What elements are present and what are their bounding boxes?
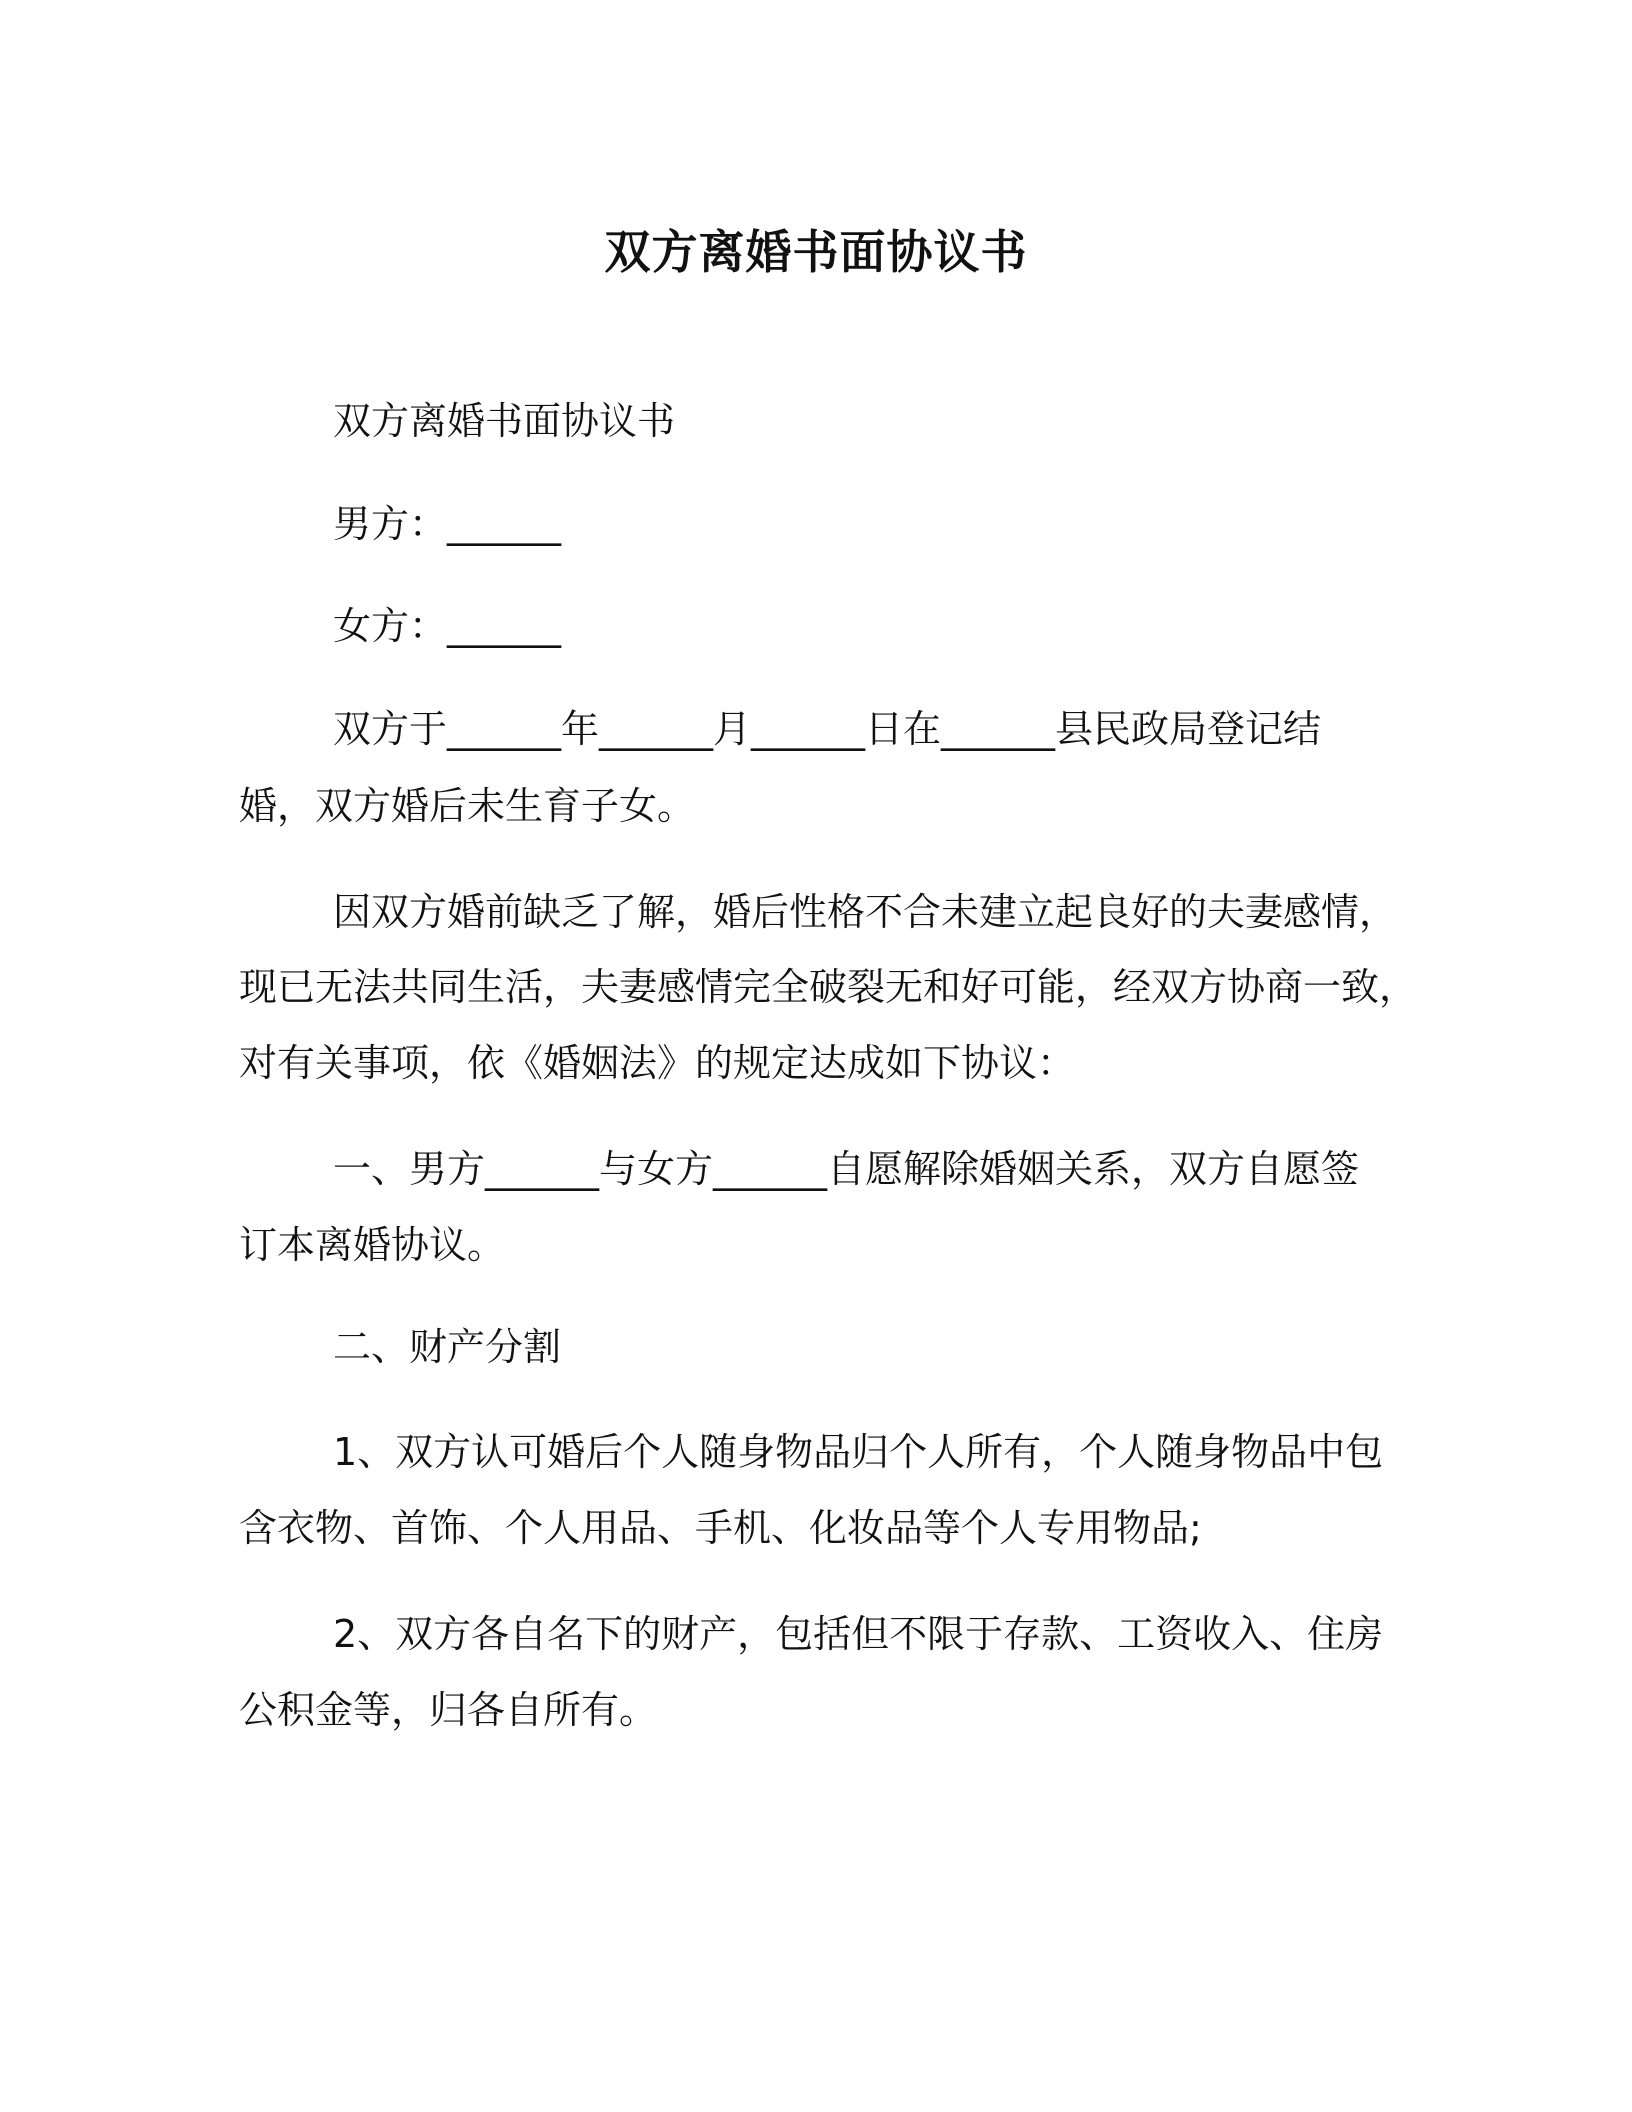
female-party-line: 女方：______ <box>333 604 562 648</box>
reason-line-1: 因双方婚前缺乏了解，婚后性格不合未建立起良好的夫妻感情， <box>333 890 1398 934</box>
clause-1-line-2: 订本离婚协议。 <box>239 1223 506 1267</box>
reason-line-3: 对有关事项，依《婚姻法》的规定达成如下协议： <box>239 1041 1076 1085</box>
male-party-line: 男方：______ <box>333 502 562 546</box>
reason-line-2: 现已无法共同生活，夫妻感情完全破裂无和好可能，经双方协商一致， <box>239 965 1418 1009</box>
property-item-1-line-2: 含衣物、首饰、个人用品、手机、化妆品等个人专用物品; <box>239 1506 1202 1550</box>
marriage-registration-line-2: 婚，双方婚后未生育子女。 <box>239 784 696 828</box>
subtitle-line: 双方离婚书面协议书 <box>333 399 676 443</box>
property-item-2-line-1: 2、双方各自名下的财产，包括但不限于存款、工资收入、住房 <box>333 1612 1384 1656</box>
property-item-1-line-1: 1、双方认可婚后个人随身物品归个人所有，个人随身物品中包 <box>333 1430 1384 1474</box>
property-item-2-line-2: 公积金等，归各自所有。 <box>239 1688 658 1732</box>
clause-2-heading: 二、财产分割 <box>333 1325 562 1369</box>
document-title: 双方离婚书面协议书 <box>604 225 1028 279</box>
marriage-registration-line-1: 双方于______年______月______日在______县民政局登记结 <box>333 707 1322 751</box>
clause-1-line-1: 一、男方______与女方______自愿解除婚姻关系，双方自愿签 <box>333 1147 1360 1191</box>
